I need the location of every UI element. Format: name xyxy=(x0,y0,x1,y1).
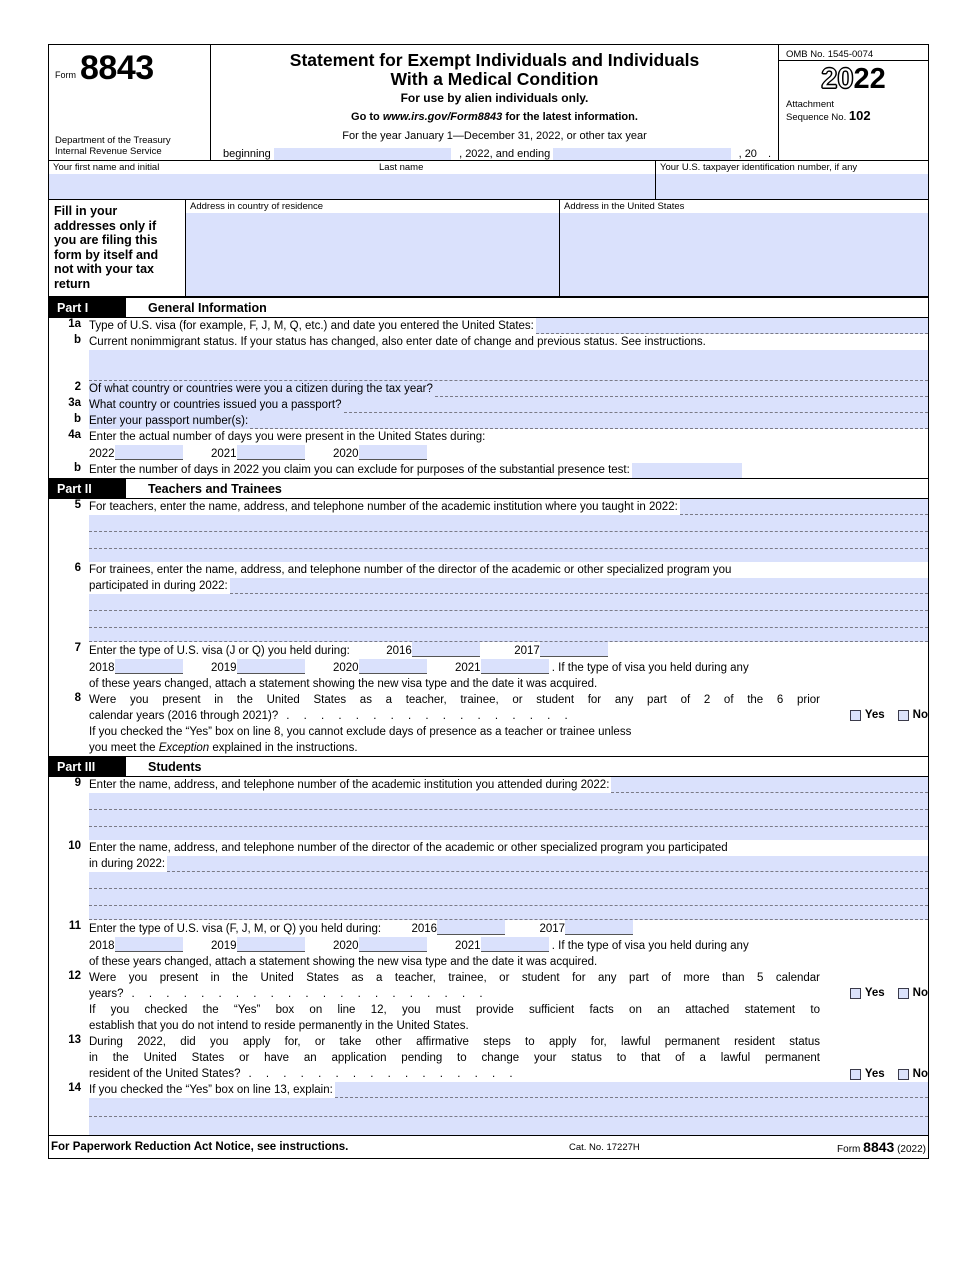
line-8-note-1: If you checked the “Yes” box on line 8, you cannot exclude days of presence as a teacher or trainee unless xyxy=(89,726,632,738)
line-12-yes-label: Yes xyxy=(864,987,885,999)
form-subtitle: For use by alien individuals only. xyxy=(400,91,589,105)
line-8-no-option[interactable] xyxy=(898,709,928,721)
header-left-block xyxy=(49,45,211,160)
line-9-field-2[interactable] xyxy=(89,793,928,810)
address-residence-input[interactable] xyxy=(186,213,559,296)
last-name-label: Last name xyxy=(379,162,424,173)
part-2-tag: Part II xyxy=(49,479,126,498)
address-row xyxy=(49,200,928,297)
line-7-row-2 xyxy=(89,659,928,676)
line-14-field-1[interactable] xyxy=(335,1082,928,1098)
line-3a-field[interactable] xyxy=(344,397,929,413)
line-10-field-4[interactable] xyxy=(89,906,928,920)
attachment-sequence xyxy=(779,96,928,126)
line-8-number: 8 xyxy=(74,692,81,704)
line-14-entry xyxy=(49,1098,928,1135)
line-7-visa-2016[interactable] xyxy=(412,642,480,657)
line-6-field-2[interactable] xyxy=(89,594,928,611)
line-4a-label: Enter the actual number of days you were present in the United States during: xyxy=(89,431,486,443)
footer-form-number: 8843 xyxy=(863,1139,895,1155)
part-3-tag: Part III xyxy=(49,757,126,776)
line-4a-number: 4a xyxy=(68,429,81,441)
goto-prefix: Go to xyxy=(351,111,380,123)
line-11-visa-2021[interactable] xyxy=(481,937,549,952)
line-12-label-1: Were you present in the United States as a teacher, trainee, or student for any part of more than 5 calendar xyxy=(89,972,820,984)
line-1a-number: 1a xyxy=(68,318,81,330)
form-label: Form xyxy=(55,70,76,80)
part-1-bar xyxy=(49,297,928,318)
line-5-field-1[interactable] xyxy=(680,499,928,515)
line-10 xyxy=(49,840,928,856)
line-7-number: 7 xyxy=(74,642,81,654)
line-6 xyxy=(49,562,928,578)
line-14-number: 14 xyxy=(68,1082,81,1094)
line-4a-year-0: 2022 xyxy=(89,448,115,460)
form-title-line-2: With a Medical Condition xyxy=(390,69,599,89)
form-title-line-1: Statement for Exempt Individuals and Individuals xyxy=(289,50,700,70)
line-7-year-2021-label: 2021 xyxy=(455,662,481,674)
attachment-label-2: Sequence No. xyxy=(786,112,847,123)
line-7-tail: . If the type of visa you held during any xyxy=(551,662,749,674)
line-12-note-1: If you checked the “Yes” box on line 12, you must provide sufficient facts on an attached statement to xyxy=(89,1004,820,1016)
part-1-tag: Part I xyxy=(49,298,126,317)
line-11-year-2017-label: 2017 xyxy=(539,923,566,935)
line-4b xyxy=(49,462,928,478)
line-10-entry xyxy=(49,856,928,920)
line-7-year-2016-label: 2016 xyxy=(386,645,412,657)
address-residence-label: Address in country of residence xyxy=(190,201,324,212)
tax-year-display xyxy=(779,61,928,96)
line-6-field-3[interactable] xyxy=(89,611,928,628)
line-7-year-2017-label: 2017 xyxy=(514,645,540,657)
line-8-label-2: calendar years (2016 through 2021)? xyxy=(89,710,279,722)
line-1b xyxy=(49,334,928,350)
line-10-label-1: Enter the name, address, and telephone number of the director of the academic or other specialized program you participated xyxy=(89,842,728,854)
line-14 xyxy=(49,1082,928,1098)
line-7-row-1 xyxy=(89,642,928,659)
footer-form-year: (2022) xyxy=(897,1144,926,1155)
line-7 xyxy=(49,642,928,692)
tax-year-period-row xyxy=(215,144,774,160)
line-1b-label: Current nonimmigrant status. If your status has changed, also enter date of change and previous status. See instructions. xyxy=(89,336,706,348)
header-right-block xyxy=(778,45,928,160)
line-6-field-4[interactable] xyxy=(89,628,928,642)
department-line-2: Internal Revenue Service xyxy=(55,146,162,157)
line-13-yes-no xyxy=(850,1068,928,1080)
department-line-1: Department of the Treasury xyxy=(55,135,171,146)
form-header xyxy=(49,45,928,161)
middle-label: , 2022, and ending xyxy=(459,148,551,160)
line-2-field[interactable] xyxy=(435,381,928,397)
line-1b-field-1[interactable] xyxy=(89,350,928,365)
line-8-label-1: Were you present in the United States as a teacher, trainee, or student for any part of 2 of the 6 prior xyxy=(89,694,820,706)
line-11-row-3: of these years changed, attach a statement showing the new visa type and the date it was acquired. xyxy=(89,956,598,968)
line-2 xyxy=(49,381,928,397)
line-10-field-2[interactable] xyxy=(89,872,928,889)
line-1a-field[interactable] xyxy=(536,318,928,334)
part-1-lines xyxy=(49,318,928,478)
line-12-note-2: establish that you do not intend to reside permanently in the United States. xyxy=(89,1020,469,1032)
line-13-no-option[interactable] xyxy=(898,1068,928,1080)
line-8-leader: . . . . . . . . . . . . . . . . . xyxy=(286,710,574,722)
address-us-label: Address in the United States xyxy=(564,201,685,212)
line-7-visa-2021[interactable] xyxy=(481,659,549,674)
line-14-field-3[interactable] xyxy=(89,1117,928,1135)
line-12-number: 12 xyxy=(68,970,81,982)
tax-year-line: For the year January 1—December 31, 2022, or other tax year xyxy=(342,130,647,142)
line-4a-days-2022[interactable] xyxy=(115,445,183,460)
line-7-intro: Enter the type of U.S. visa (J or Q) you held during: xyxy=(89,645,350,657)
address-us-cell xyxy=(560,200,928,296)
line-11-visa-2018[interactable] xyxy=(115,937,183,952)
goto-line xyxy=(215,110,774,124)
attachment-label-1: Attachment xyxy=(786,99,835,110)
name-cell xyxy=(49,161,656,199)
line-7-year-2018-label: 2018 xyxy=(89,662,115,674)
line-4a-days-2021[interactable] xyxy=(237,445,305,460)
line-12-yes-no xyxy=(850,987,928,999)
line-5 xyxy=(49,499,928,515)
line-10-number: 10 xyxy=(68,840,81,852)
line-10-field-3[interactable] xyxy=(89,889,928,906)
line-3b-field[interactable] xyxy=(250,413,928,429)
tin-label: Your U.S. taxpayer identification number, if any xyxy=(660,162,858,173)
line-11-visa-2020[interactable] xyxy=(359,937,427,952)
line-12-leader: . . . . . . . . . . . . . . . . . . . . . xyxy=(131,988,489,1000)
line-7-visa-2020[interactable] xyxy=(359,659,427,674)
year-suffix: 22 xyxy=(853,63,886,95)
line-12-no-label: No xyxy=(912,987,928,999)
line-6-entry xyxy=(49,578,928,642)
line-13-yes-label: Yes xyxy=(864,1068,885,1080)
line-12-no-option[interactable] xyxy=(898,987,928,999)
line-11-row-1 xyxy=(89,920,928,937)
line-14-label: If you checked the “Yes” box on line 13, explain: xyxy=(89,1084,333,1096)
line-5-field-3[interactable] xyxy=(89,532,928,549)
line-9-entry xyxy=(49,793,928,840)
line-3b xyxy=(49,413,928,429)
line-12-label-2: years? xyxy=(89,988,124,1000)
line-9-field-4[interactable] xyxy=(89,827,928,840)
line-8-yes-label: Yes xyxy=(864,709,885,721)
line-13-number: 13 xyxy=(68,1034,81,1046)
line-10-label-2: in during 2022: xyxy=(89,858,166,870)
paperwork-notice: For Paperwork Reduction Act Notice, see instructions. xyxy=(51,1141,349,1153)
footer-form-id xyxy=(837,1139,928,1155)
line-4b-number: b xyxy=(73,462,81,474)
line-12-yes-checkbox[interactable] xyxy=(850,988,861,999)
line-11-number: 11 xyxy=(68,920,81,932)
line-13-yes-checkbox[interactable] xyxy=(850,1069,861,1080)
line-9-label: Enter the name, address, and telephone number of the academic institution you attended during 2022: xyxy=(89,779,610,791)
first-name-label: Your first name and initial xyxy=(53,162,160,173)
line-8-yes-checkbox[interactable] xyxy=(850,710,861,721)
line-7-visa-2018[interactable] xyxy=(115,659,183,674)
line-13-label-3: resident of the United States? xyxy=(89,1068,241,1080)
line-1a-label: Type of U.S. visa (for example, F, J, M, Q, etc.) and date you entered the United States: xyxy=(89,320,534,332)
line-11 xyxy=(49,920,928,970)
tin-input[interactable] xyxy=(656,174,928,199)
line-6-label-1: For trainees, enter the name, address, and telephone number of the director of the academic or other specialized program you xyxy=(89,564,732,576)
ending-date-field[interactable] xyxy=(553,148,730,160)
catalog-number: Cat. No. 17227H xyxy=(569,1141,640,1153)
department-text xyxy=(55,135,171,157)
line-11-year-2021-label: 2021 xyxy=(455,940,481,952)
part-3-bar xyxy=(49,756,928,777)
line-1a xyxy=(49,318,928,334)
line-4a-years xyxy=(49,445,928,462)
line-12 xyxy=(49,970,928,1034)
line-13-label-2: in the United States or have an application pending to change your status to that of a lawful permanent xyxy=(89,1052,820,1064)
line-7-year-2019-label: 2019 xyxy=(211,662,237,674)
line-8-no-checkbox[interactable] xyxy=(898,710,909,721)
address-instruction: Fill in your addresses only if you are filing this form by itself and not with your tax return xyxy=(49,200,186,296)
line-13-no-label: No xyxy=(912,1068,928,1080)
line-8-no-label: No xyxy=(912,709,928,721)
line-4b-field[interactable] xyxy=(632,463,742,478)
end-period: . xyxy=(767,148,771,160)
line-8-note-2-pre: you meet the xyxy=(89,742,159,754)
form-number-block xyxy=(49,45,210,87)
line-11-year-2018-label: 2018 xyxy=(89,940,115,952)
line-1b-field-2[interactable] xyxy=(89,365,928,381)
line-4a-days-2020[interactable] xyxy=(359,445,427,460)
line-5-field-4[interactable] xyxy=(89,549,928,562)
form-footer xyxy=(49,1135,928,1158)
year-prefix: 20 xyxy=(821,63,854,95)
line-11-row-2 xyxy=(89,937,928,954)
part-1-title: General Information xyxy=(148,301,267,315)
line-8-note-2-exception: Exception xyxy=(158,742,210,754)
line-8-note-2-post: explained in the instructions. xyxy=(209,742,358,754)
line-4a-year-1: 2021 xyxy=(211,448,237,460)
line-9-field-3[interactable] xyxy=(89,810,928,827)
line-3b-number: b xyxy=(73,413,81,425)
line-11-visa-2019[interactable] xyxy=(237,937,305,952)
line-4a-year-2: 2020 xyxy=(333,448,359,460)
tin-cell xyxy=(656,161,928,199)
line-11-visa-2017[interactable] xyxy=(565,920,633,935)
line-3b-label: Enter your passport number(s): xyxy=(89,415,249,427)
line-12-yes-option[interactable] xyxy=(850,987,885,999)
line-13-yes-option[interactable] xyxy=(850,1068,885,1080)
line-13 xyxy=(49,1034,928,1082)
line-1b-number: b xyxy=(73,334,81,346)
line-2-label: Of what country or countries were you a citizen during the tax year? xyxy=(89,383,433,395)
line-4b-label: Enter the number of days in 2022 you claim you can exclude for purposes of the substantial presence test: xyxy=(89,464,630,476)
line-8-note-2 xyxy=(89,740,820,756)
line-4a xyxy=(49,429,928,445)
line-13-label-1: During 2022, did you apply for, or take other affirmative steps to apply for, lawful permanent resident status xyxy=(89,1036,820,1048)
line-6-field-1[interactable] xyxy=(230,578,928,594)
form-frame xyxy=(48,44,929,1159)
line-6-label-2: participated in during 2022: xyxy=(89,580,228,592)
name-input[interactable] xyxy=(49,174,655,199)
line-5-number: 5 xyxy=(74,499,81,511)
end-label: , 20 xyxy=(738,148,757,160)
line-11-tail: . If the type of visa you held during any xyxy=(551,940,749,952)
beginning-date-field[interactable] xyxy=(274,148,451,160)
line-11-year-2020-label: 2020 xyxy=(333,940,359,952)
line-12-no-checkbox[interactable] xyxy=(898,988,909,999)
line-7-year-2020-label: 2020 xyxy=(333,662,359,674)
line-8 xyxy=(49,692,928,756)
line-3a-label: What country or countries issued you a passport? xyxy=(89,399,342,411)
line-7-row-3: of these years changed, attach a statement showing the new visa type and the date it was acquired. xyxy=(89,678,598,690)
line-5-label: For teachers, enter the name, address, and telephone number of the academic institution where you taught in 2022: xyxy=(89,501,678,513)
line-13-no-checkbox[interactable] xyxy=(898,1069,909,1080)
line-3a xyxy=(49,397,928,413)
line-10-field-1[interactable] xyxy=(167,856,928,872)
line-11-year-2019-label: 2019 xyxy=(211,940,237,952)
line-3a-number: 3a xyxy=(68,397,81,409)
line-8-yes-no xyxy=(850,709,928,721)
part-2-bar xyxy=(49,478,928,499)
line-11-year-2016-label: 2016 xyxy=(411,923,438,935)
line-13-leader: . . . . . . . . . . . . . . . . xyxy=(248,1068,519,1080)
line-5-entry xyxy=(49,515,928,562)
attachment-number: 102 xyxy=(848,108,871,123)
line-14-field-2[interactable] xyxy=(89,1098,928,1117)
form-number: 8843 xyxy=(80,49,154,87)
address-us-input[interactable] xyxy=(560,213,928,296)
line-9 xyxy=(49,777,928,793)
footer-form-label: Form xyxy=(837,1144,861,1155)
goto-url[interactable]: www.irs.gov/Form8843 xyxy=(382,111,503,123)
line-5-field-2[interactable] xyxy=(89,515,928,532)
part-3-title: Students xyxy=(148,760,202,774)
line-7-visa-2019[interactable] xyxy=(237,659,305,674)
part-2-lines xyxy=(49,499,928,756)
omb-number: OMB No. 1545-0074 xyxy=(779,45,928,61)
line-8-yes-option[interactable] xyxy=(850,709,885,721)
line-11-intro: Enter the type of U.S. visa (F, J, M, or Q) you held during: xyxy=(89,923,382,935)
line-7-visa-2017[interactable] xyxy=(540,642,608,657)
line-9-number: 9 xyxy=(74,777,81,789)
address-residence-cell xyxy=(186,200,560,296)
line-11-visa-2016[interactable] xyxy=(437,920,505,935)
name-row xyxy=(49,161,928,200)
beginning-label: beginning xyxy=(223,148,271,160)
line-2-number: 2 xyxy=(74,381,81,393)
line-6-number: 6 xyxy=(74,562,81,574)
line-9-field-1[interactable] xyxy=(611,777,928,793)
part-3-lines xyxy=(49,777,928,1135)
header-title-block xyxy=(211,45,778,160)
line-1b-entry xyxy=(49,350,928,381)
part-2-title: Teachers and Trainees xyxy=(148,482,282,496)
goto-suffix: for the latest information. xyxy=(505,111,638,123)
